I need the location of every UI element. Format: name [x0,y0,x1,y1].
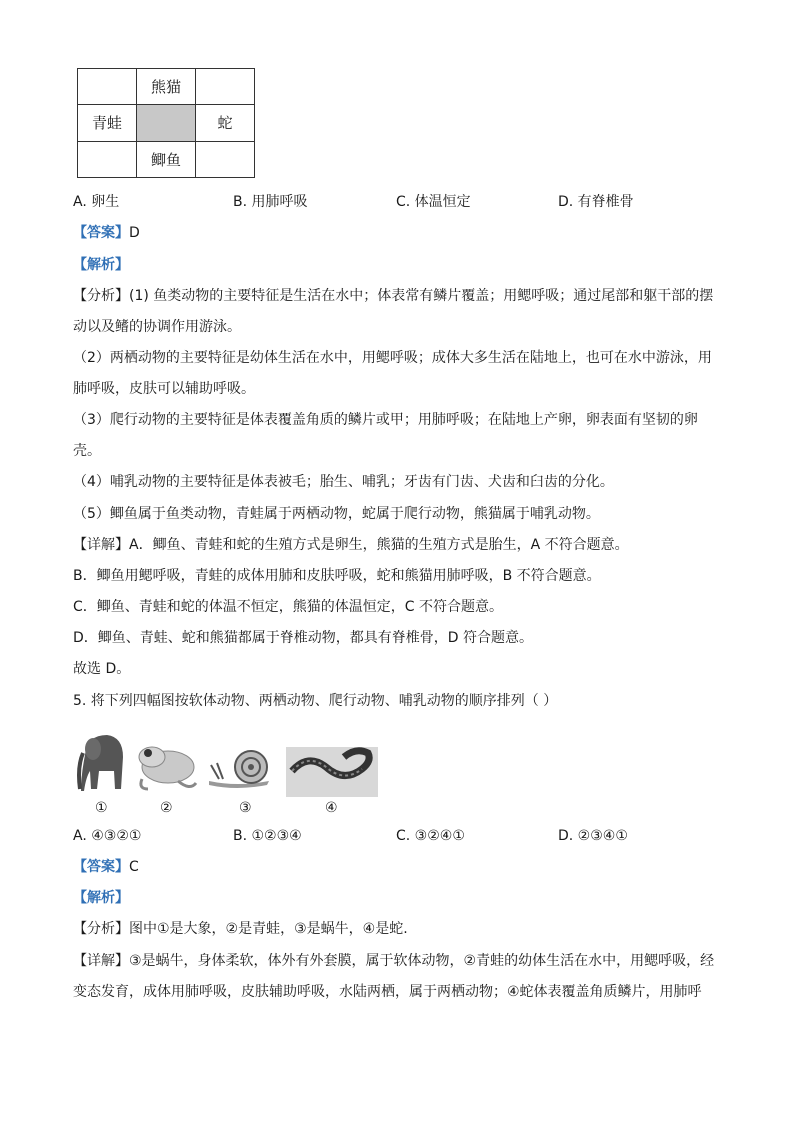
q4-text-line: 【分析】(1) 鱼类动物的主要特征是生活在水中；体表常有鳞片覆盖；用鳃呼吸；通过尾部和躯干部的摆 [73,288,714,304]
q4-text-line: （3）爬行动物的主要特征是体表覆盖角质的鳞片或甲；用肺呼吸；在陆地上产卵，卵表面有坚韧的卵 [73,412,698,428]
answer-tag: 【答案】 [73,225,129,241]
q5-option-b: B. ①②③④ [233,828,302,844]
grid-cell-snake: 蛇 [196,105,255,141]
q4-text-line: （5）鲫鱼属于鱼类动物，青蛙属于两栖动物，蛇属于爬行动物，熊猫属于哺乳动物。 [73,506,600,522]
grid-cell-panda: 熊猫 [137,69,196,105]
q4-text-line: 故选 D。 [73,661,131,677]
q4-option-a: A. 卵生 [73,194,120,210]
q5-option-d: D. ②③④① [558,828,628,844]
grid-cell-crucian-carp: 鲫鱼 [137,141,196,177]
q4-option-c: C. 体温恒定 [396,194,471,210]
q5-text-line: 变态发育，成体用肺呼吸，皮肤辅助呼吸，水陆两栖，属于两栖动物；④蛇体表覆盖角质鳞片，用肺呼 [73,984,702,1000]
caption-4: ④ [325,800,338,816]
grid-cell [196,141,255,177]
answer-tag: 【答案】 [73,859,129,875]
q4-text-line: D．鲫鱼、青蛙、蛇和熊猫都属于脊椎动物，都具有脊椎骨，D 符合题意。 [73,630,534,646]
snake-image [286,727,378,797]
q4-text-line: （4）哺乳动物的主要特征是体表被毛；胎生、哺乳；牙齿有门齿、犬齿和臼齿的分化。 [73,474,614,490]
grid-cell-shaded [137,105,196,141]
q4-text-line: （2）两栖动物的主要特征是幼体生活在水中，用鳃呼吸；成体大多生活在陆地上，也可在水中游泳，用 [73,350,712,366]
frog-image [130,727,202,797]
q5-text-line: 【分析】图中①是大象，②是青蛙，③是蜗牛，④是蛇. [73,921,408,937]
q5-question: 5. 将下列四幅图按软体动物、两栖动物、爬行动物、哺乳动物的顺序排列（ ） [73,693,558,709]
q5-answer [73,857,139,877]
q5-option-c: C. ③②④① [396,828,465,844]
caption-3: ③ [239,800,252,816]
animal-grid-table [77,68,255,178]
answer-value: D [129,225,140,241]
grid-cell [78,141,137,177]
q4-text-line: 壳。 [73,443,101,459]
caption-1: ① [95,800,108,816]
caption-2: ② [160,800,173,816]
q4-text-line: C．鲫鱼、青蛙和蛇的体温不恒定，熊猫的体温恒定，C 不符合题意。 [73,599,503,615]
answer-value: C [129,859,139,875]
grid-cell [78,69,137,105]
q4-text-line: 【详解】A．鲫鱼、青蛙和蛇的生殖方式是卵生，熊猫的生殖方式是胎生，A 不符合题意。 [73,537,629,553]
q4-text-line: 肺呼吸，皮肤可以辅助呼吸。 [73,381,255,397]
elephant-image [77,727,127,797]
q4-option-d: D. 有脊椎骨 [558,194,634,210]
snail-image [207,727,277,797]
q5-option-a: A. ④③②① [73,828,142,844]
q4-answer [73,223,140,243]
q4-analysis-tag: 【解析】 [73,257,129,273]
q5-analysis-tag: 【解析】 [73,890,129,906]
q4-text-line: B．鲫鱼用鳃呼吸，青蛙的成体用肺和皮肤呼吸，蛇和熊猫用肺呼吸，B 不符合题意。 [73,568,601,584]
q5-text-line: 【详解】③是蜗牛，身体柔软，体外有外套膜，属于软体动物，②青蛙的幼体生活在水中，用鳃呼吸，经 [73,953,715,969]
grid-cell [196,69,255,105]
q4-text-line: 动以及鳍的协调作用游泳。 [73,319,241,335]
grid-cell-frog: 青蛙 [78,105,137,141]
q4-option-b: B. 用肺呼吸 [233,194,308,210]
